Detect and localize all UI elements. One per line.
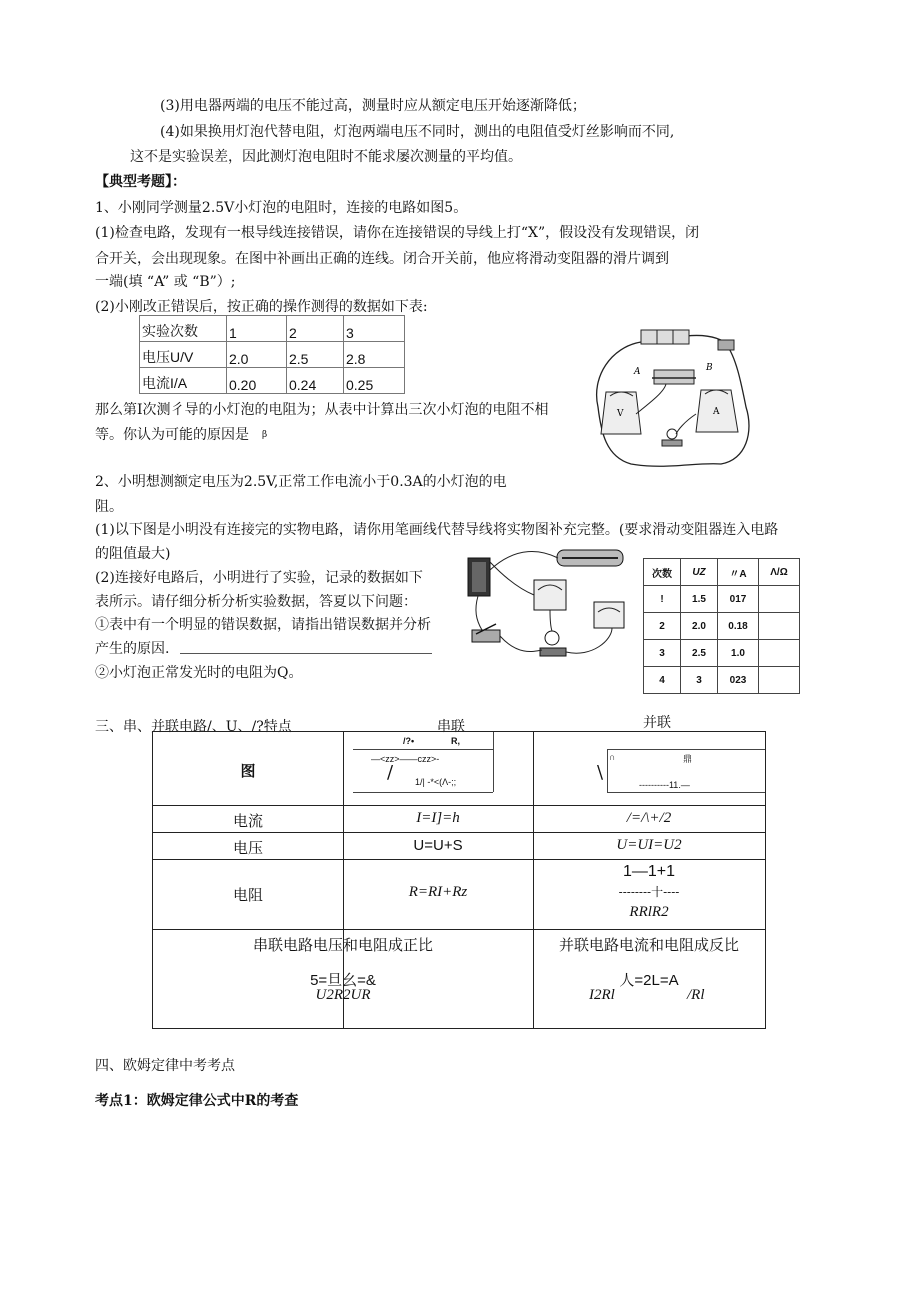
table-row: 次数 UZ 〃A Λ/Ω: [644, 559, 800, 586]
table-row: 4 3 023: [644, 667, 800, 694]
label-a: A: [634, 367, 641, 377]
label-b: B: [706, 363, 713, 373]
voltmeter: [594, 602, 624, 628]
series-voltage-formula: U=U+S: [413, 837, 463, 854]
section-4-title: 四、欧姆定律中考考点: [95, 1058, 235, 1074]
series-symbol-1: /?•: [403, 736, 415, 746]
question-2-part-2-line2: 表所示。请仔细分析分析实验数据，答夏以下问题：: [95, 594, 417, 610]
row-label-current: 电流: [232, 813, 263, 830]
row-label-resistance: 电阻: [232, 887, 263, 904]
series-wire-1: —<zz>——czz>-: [371, 754, 440, 764]
series-ratio-formula-1: 5=旦幺=&: [310, 972, 376, 989]
table-row: 3 2.5 1.0: [644, 640, 800, 667]
section-3-title: 三、串、并联电路/、U、/?特点: [95, 719, 292, 735]
switch: [718, 340, 734, 350]
answer-blank[interactable]: [180, 653, 432, 654]
small-mark: β: [262, 430, 268, 440]
parallel-resistance-bottom: RRlR2: [629, 904, 669, 920]
voltmeter-label: V: [617, 409, 624, 419]
question-1-part-3: 那么第I次测彳导的小灯泡的电阻为；从表中计算出三次小灯泡的电阻不相: [95, 402, 549, 418]
bulb: [545, 631, 559, 645]
series-ratio-title: 串联电路电压和电阻成正比: [252, 937, 433, 954]
series-ratio-formula-2: U2R2UR: [315, 987, 371, 1003]
question-2-part-1: (1)以下图是小明没有连接完的实物电路，请你用笔画线代替导线将实物图补充完整。(要求滑动变阻器连入电路: [95, 522, 779, 538]
question-1-part-1-line2: 合开关，会出现现象。在图中补画出正确的连线。闭合开关前，他应将滑动变阻器的滑片调到: [95, 251, 669, 267]
question-2-line2: 阻。: [95, 499, 123, 515]
question-2-part-2: (2)连接好电路后，小明进行了实验，记录的数据如下: [95, 570, 423, 586]
question-2-item-1-line2: 产生的原因.: [95, 641, 170, 657]
parallel-resistance-top: 1—1+1: [622, 863, 676, 880]
parallel-symbol-2: 鼎: [683, 754, 693, 764]
parallel-wire: ----------11.—: [639, 780, 690, 790]
ammeter-label: A: [713, 407, 720, 417]
question-2-part-1-line2: 的阻值最大): [95, 546, 171, 562]
parallel-resistance-mid: --------十----: [618, 885, 680, 899]
series-resistance-formula: R=RI+Rz: [408, 884, 468, 900]
table-row: 电压U/V 2.0 2.5 2.8: [140, 342, 405, 368]
table-row: 实验次数 1 2 3: [140, 316, 405, 342]
parallel-diagonal: \: [597, 762, 604, 783]
question-1-part-3-line2: 等。你认为可能的原因是: [95, 427, 249, 443]
text-line-4: (4)如果换用灯泡代替电阻，灯泡两端电压不同时，测出的电阻值受灯丝影响而不同,: [160, 124, 675, 140]
heading-typical: 【典型考题】：: [95, 174, 186, 190]
rheostat: [654, 370, 694, 384]
row-label-voltage: 电压: [232, 840, 263, 857]
parallel-header: 并联: [643, 715, 671, 731]
question-1: 1、小刚同学测量2.5V小灯泡的电阻时，连接的电路如图5。: [95, 200, 468, 216]
series-wire-2: 1/| -*<(Λ-;;: [415, 777, 457, 787]
data-table-2: [643, 558, 800, 694]
key-point-1: 考点1：欧姆定律公式中R的考查: [95, 1093, 299, 1109]
question-1-part-1-line3: 一端(填 “A” 或 “B”）;: [95, 274, 236, 290]
series-diagonal: /: [387, 762, 394, 783]
circuit-figure-2: [462, 540, 636, 665]
battery-pack: [641, 330, 689, 344]
row-label-figure: 图: [240, 762, 256, 780]
text-line-4b: 这不是实验误差，因此测灯泡电阻时不能求屡次测量的平均值。: [130, 149, 522, 165]
series-current-formula: I=I]=h: [416, 810, 460, 826]
series-symbol-2: R,: [451, 736, 460, 746]
parallel-voltage-formula: U=UI=U2: [616, 837, 682, 853]
table-row: ! 1.5 017: [644, 586, 800, 613]
series-header: 串联: [437, 719, 465, 735]
table-row: 电流I/A 0.20 0.24 0.25: [140, 368, 405, 394]
data-table-1: [139, 315, 405, 394]
parallel-symbol-1: ∩: [609, 752, 616, 762]
circuit-figure-1: [586, 322, 754, 467]
comparison-table: [152, 731, 766, 1029]
switch: [472, 630, 500, 642]
question-2-item-1: ①表中有一个明显的错误数据，请指出错误数据并分析: [95, 617, 431, 633]
question-1-part-1: (1)检查电路，发现有一根导线连接错误，请你在连接错误的导线上打“X”，假设没有发现错误，闭: [95, 225, 700, 241]
question-2-item-2: ②小灯泡正常发光时的电阻为Q。: [95, 665, 303, 681]
parallel-ratio-formula-1: 人=2L=A: [619, 972, 679, 989]
question-1-part-2: (2)小刚改正错误后，按正确的操作测得的数据如下表:: [95, 299, 428, 315]
parallel-current-formula: /=/\+/2: [626, 810, 672, 826]
parallel-ratio-title: 并联电路电流和电阻成反比: [558, 937, 739, 954]
parallel-ratio-formula-2b: /Rl: [687, 987, 705, 1003]
bulb: [667, 429, 677, 439]
text-line-3: (3)用电器两端的电压不能过高，测量时应从额定电压开始逐渐降低；: [160, 98, 586, 114]
question-2: 2、小明想测额定电压为2.5V,正常工作电流小于0.3A的小灯泡的电: [95, 474, 507, 490]
parallel-ratio-formula-2a: I2Rl: [589, 987, 615, 1003]
table-row: 2 2.0 0.18: [644, 613, 800, 640]
